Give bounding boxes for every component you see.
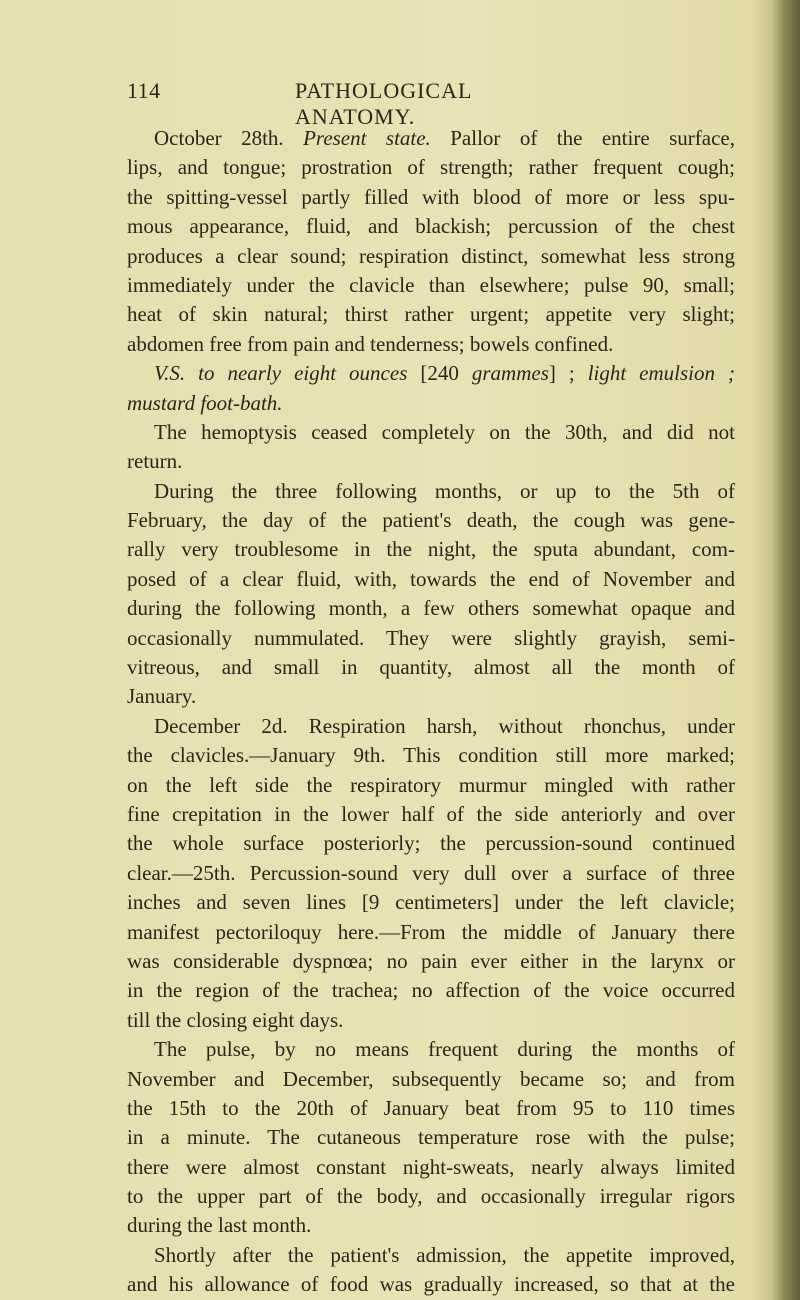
text-line bbox=[127, 124, 735, 153]
text-run: [240 bbox=[420, 361, 472, 386]
text-run: occasionally nummulated. They were slightly grayish, semi- bbox=[127, 625, 735, 650]
text-run: Pallor of the entire surface, bbox=[430, 126, 735, 150]
text-run: the 15th to the 20th of January beat from 95 to 110 times bbox=[127, 1095, 735, 1120]
text-line bbox=[127, 330, 735, 359]
text-line bbox=[127, 300, 735, 329]
text-run: the whole surface posteriorly; the percussion-sound continued bbox=[127, 831, 735, 856]
italic-run: Present state. bbox=[303, 126, 431, 150]
text-run: to the upper part of the body, and occasionally irregular rigors bbox=[127, 1184, 735, 1209]
text-line bbox=[127, 1182, 735, 1211]
text-run: posed of a clear fluid, with, towards the end of November and bbox=[127, 566, 735, 591]
text-run: return. bbox=[127, 449, 183, 474]
text-line bbox=[127, 741, 735, 770]
text-run: November and December, subsequently became so; and from bbox=[127, 1066, 735, 1091]
text-run: the spitting-vessel partly filled with blood of more or less spu- bbox=[127, 184, 735, 209]
text-line bbox=[127, 477, 735, 506]
text-run: heat of skin natural; thirst rather urgent; appetite very slight; bbox=[127, 302, 735, 327]
text-line bbox=[127, 1006, 735, 1035]
text-run: The hemoptysis ceased completely on the 30th, and did not bbox=[154, 419, 735, 444]
text-line bbox=[127, 271, 735, 300]
text-run: January. bbox=[127, 684, 197, 709]
text-run: December 2d. Respiration harsh, without rhonchus, under bbox=[154, 713, 735, 738]
italic-run: V.S. to nearly eight ounces bbox=[154, 361, 421, 386]
text-line bbox=[127, 242, 735, 271]
text-run: on the left side the respiratory murmur mingled with rather bbox=[127, 772, 735, 797]
text-line bbox=[127, 918, 735, 947]
text-line bbox=[127, 359, 735, 388]
text-run: clear.—25th. Percussion-sound very dull over a surface of three bbox=[127, 860, 735, 885]
text-run: February, the day of the patient's death, the cough was gene- bbox=[127, 508, 735, 533]
text-run: rally very troublesome in the night, the sputa abundant, com- bbox=[127, 537, 735, 562]
text-run: during the following month, a few others somewhat opaque and bbox=[127, 596, 735, 621]
text-line bbox=[127, 888, 735, 917]
text-line bbox=[127, 1211, 735, 1240]
text-line bbox=[127, 624, 735, 653]
text-run: ] ; bbox=[548, 361, 588, 386]
running-title: PATHOLOGICAL ANATOMY. bbox=[295, 78, 473, 129]
text-line bbox=[127, 682, 735, 711]
text-run: Shortly after the patient's admission, the appetite improved, bbox=[154, 1242, 735, 1267]
body-text bbox=[127, 124, 735, 1300]
text-run: the clavicles.—January 9th. This condition still more marked; bbox=[127, 743, 735, 768]
text-run: abdomen free from pain and tenderness; bowels confined. bbox=[127, 331, 614, 356]
text-run: produces a clear sound; respiration distinct, somewhat less strong bbox=[127, 243, 735, 268]
text-line bbox=[127, 1153, 735, 1182]
text-line bbox=[127, 153, 735, 182]
text-line bbox=[127, 1270, 735, 1299]
text-run: October 28th. bbox=[154, 126, 304, 150]
text-line bbox=[127, 859, 735, 888]
text-line bbox=[127, 800, 735, 829]
text-run: and his allowance of food was gradually increased, so that at the bbox=[127, 1272, 735, 1297]
text-line bbox=[127, 653, 735, 682]
text-run: during the last month. bbox=[127, 1213, 312, 1238]
text-run: till the closing eight days. bbox=[127, 1007, 344, 1032]
text-run: The pulse, by no means frequent during the months of bbox=[154, 1037, 735, 1062]
text-line bbox=[127, 447, 735, 476]
text-line bbox=[127, 1241, 735, 1270]
text-line bbox=[127, 947, 735, 976]
text-run: mous appearance, fluid, and blackish; percussion of the chest bbox=[127, 214, 735, 239]
text-line bbox=[127, 829, 735, 858]
italic-run: grammes bbox=[471, 361, 549, 386]
text-line bbox=[127, 418, 735, 447]
text-run: During the three following months, or up to the 5th of bbox=[154, 478, 735, 503]
text-line bbox=[127, 535, 735, 564]
italic-run: mustard foot-bath. bbox=[127, 390, 283, 415]
text-line bbox=[127, 389, 735, 418]
text-line bbox=[127, 712, 735, 741]
text-line bbox=[127, 594, 735, 623]
italic-run: light emulsion ; bbox=[587, 361, 735, 386]
text-run: was considerable dyspnœa; no pain ever either in the larynx or bbox=[127, 948, 735, 973]
text-run: inches and seven lines [9 centimeters] under the left clavicle; bbox=[127, 890, 735, 915]
text-line bbox=[127, 183, 735, 212]
text-line bbox=[127, 1123, 735, 1152]
text-line bbox=[127, 1094, 735, 1123]
text-line bbox=[127, 976, 735, 1005]
text-run: fine crepitation in the lower half of the side anteriorly and over bbox=[127, 801, 735, 826]
text-line bbox=[127, 1065, 735, 1094]
text-run: manifest pectoriloquy here.—From the middle of January there bbox=[127, 919, 735, 944]
text-run: in a minute. The cutaneous temperature rose with the pulse; bbox=[127, 1125, 735, 1150]
text-line bbox=[127, 1035, 735, 1064]
text-run: in the region of the trachea; no affection of the voice occurred bbox=[127, 978, 735, 1003]
text-line bbox=[127, 771, 735, 800]
text-line bbox=[127, 506, 735, 535]
text-line bbox=[127, 565, 735, 594]
text-line bbox=[127, 212, 735, 241]
text-run: there were almost constant night-sweats, nearly always limited bbox=[127, 1154, 735, 1179]
page-number: 114 bbox=[127, 78, 161, 103]
text-run: immediately under the clavicle than elsewhere; pulse 90, small; bbox=[127, 272, 735, 297]
text-run: lips, and tongue; prostration of strength; rather frequent cough; bbox=[127, 155, 735, 180]
text-run: vitreous, and small in quantity, almost all the month of bbox=[127, 655, 735, 680]
